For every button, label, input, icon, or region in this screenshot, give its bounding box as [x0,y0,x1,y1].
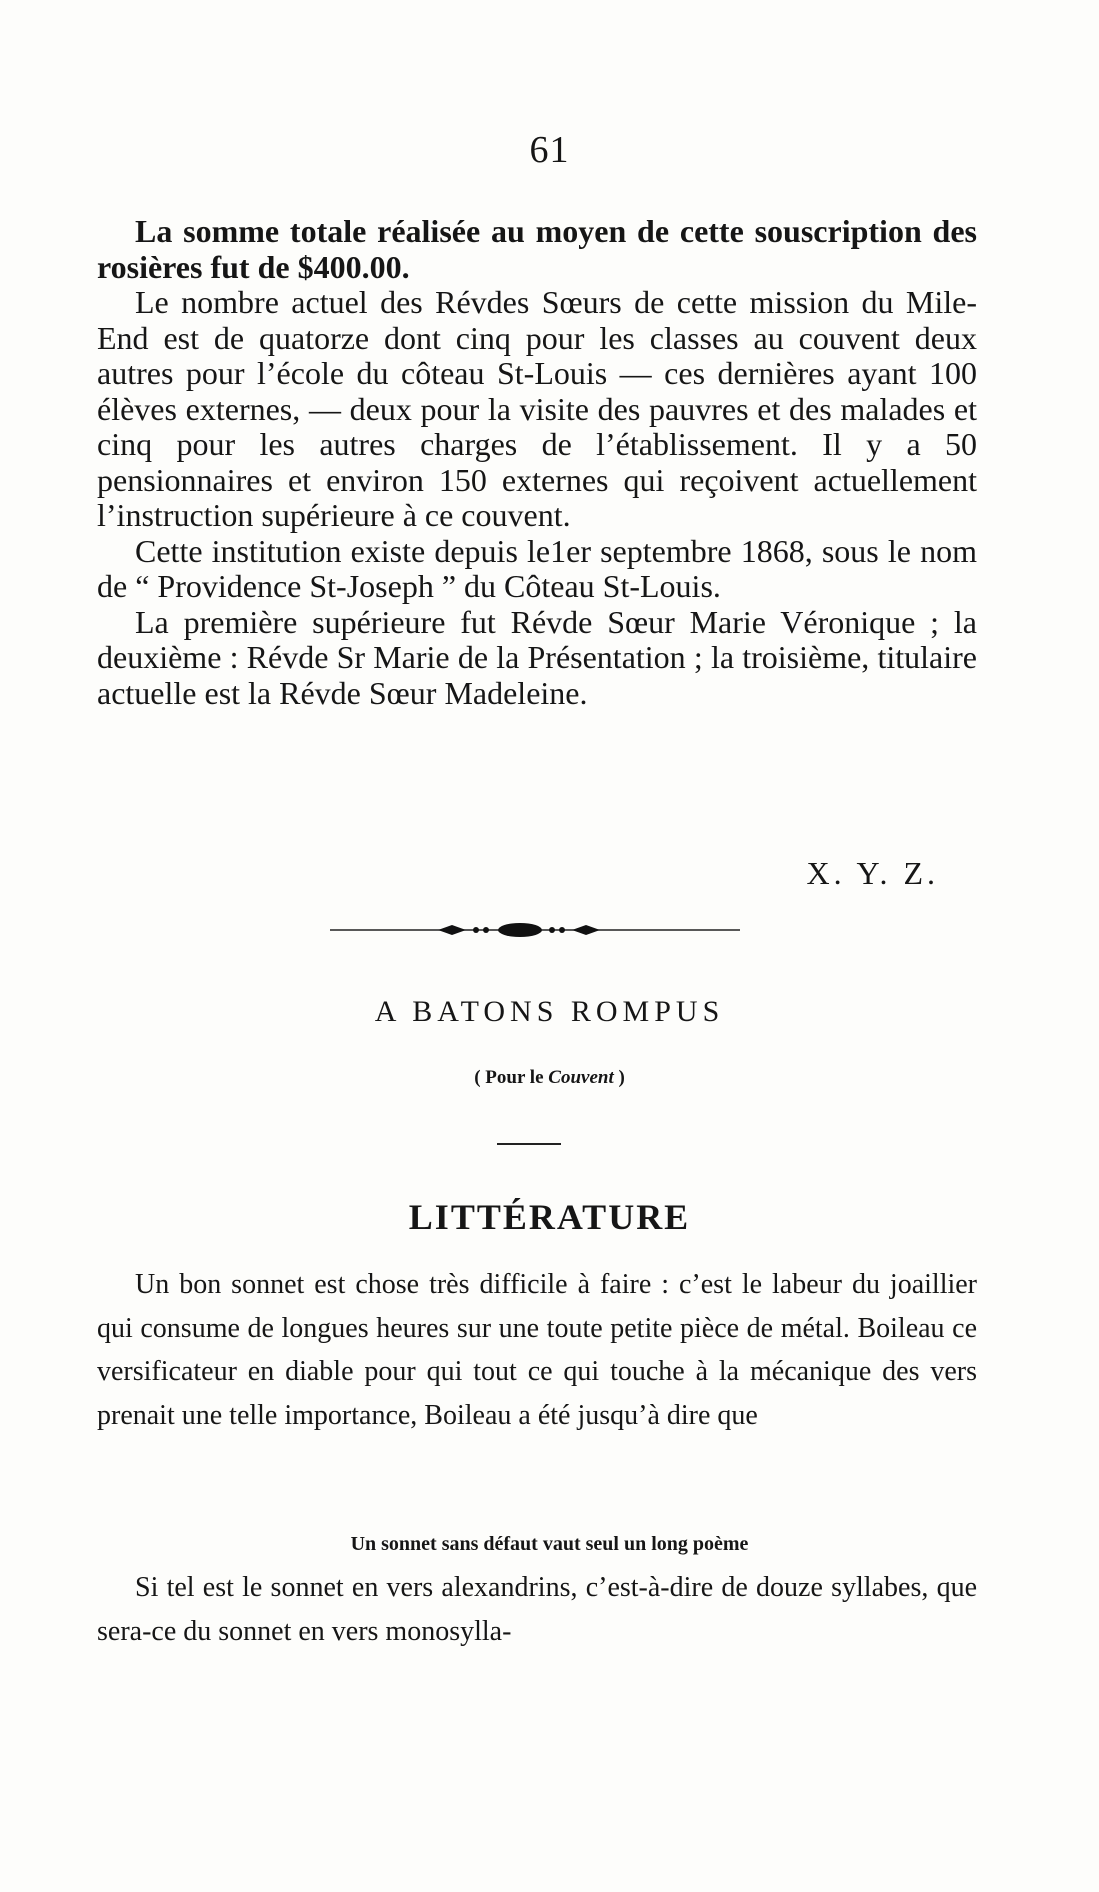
subtitle-italic: Couvent [548,1067,614,1088]
signature: X. Y. Z. [806,855,939,891]
paragraph-superiors: La première supérieure fut Révde Sœur Marie Véronique ; la deuxième : Révde Sr Marie de la Présentation ; la troisième, titulaire actuelle est la Révde Sœur Madeleine. [97,603,977,711]
subtitle [0,1067,1099,1089]
heading-litterature: LITTÉRATURE [408,1197,691,1237]
section-title: A BATONS ROMPUS [374,995,725,1028]
quote-boileau: Un sonnet sans défaut vaut seul un long poème [350,1533,749,1555]
short-rule-divider [497,1143,561,1145]
paragraph-sonnet: Un bon sonnet est chose très difficile à faire : c’est le labeur du joaillier qui consume de longues heures sur une toute petite pièce de métal. Boileau ce versificateur en diable pour qui tout ce qui touche à la mécanique des vers prenait une telle importance, Boileau a été jusqu’à dire que [97,1269,977,1431]
subtitle-close: ) [613,1067,625,1088]
top-text-block [97,214,977,711]
literature-text-block [97,1263,977,1437]
page-number: 61 [529,129,570,171]
ornamental-divider [330,918,740,942]
subtitle-open: ( Pour le [474,1067,549,1088]
continuation-text-block [97,1566,977,1653]
paragraph-subscription: La somme totale réalisée au moyen de cette souscription des rosières fut de $400.00. [97,213,977,285]
paragraph-sisters: Le nombre actuel des Révdes Sœurs de cette mission du Mile-End est de quatorze dont cinq pour les classes au couvent deux autres pour l’école du côteau St-Louis — ces dernières ayant 100 élèves externes, — deux pour la visite des pauvres et des malades et cinq pour les autres charges de l’établissement. Il y a 50 pensionnaires et environ 150 externes qui reçoivent actuellement l’instruction supérieure à ce couvent. [97,284,977,533]
paragraph-alexandrins: Si tel est le sonnet en vers alexandrins, c’est-à-dire de douze syllabes, que sera-ce du sonnet en vers monosylla- [97,1572,977,1647]
paragraph-institution: Cette institution existe depuis le1er septembre 1868, sous le nom de “ Providence St-Joseph ” du Côteau St-Louis. [97,532,977,604]
